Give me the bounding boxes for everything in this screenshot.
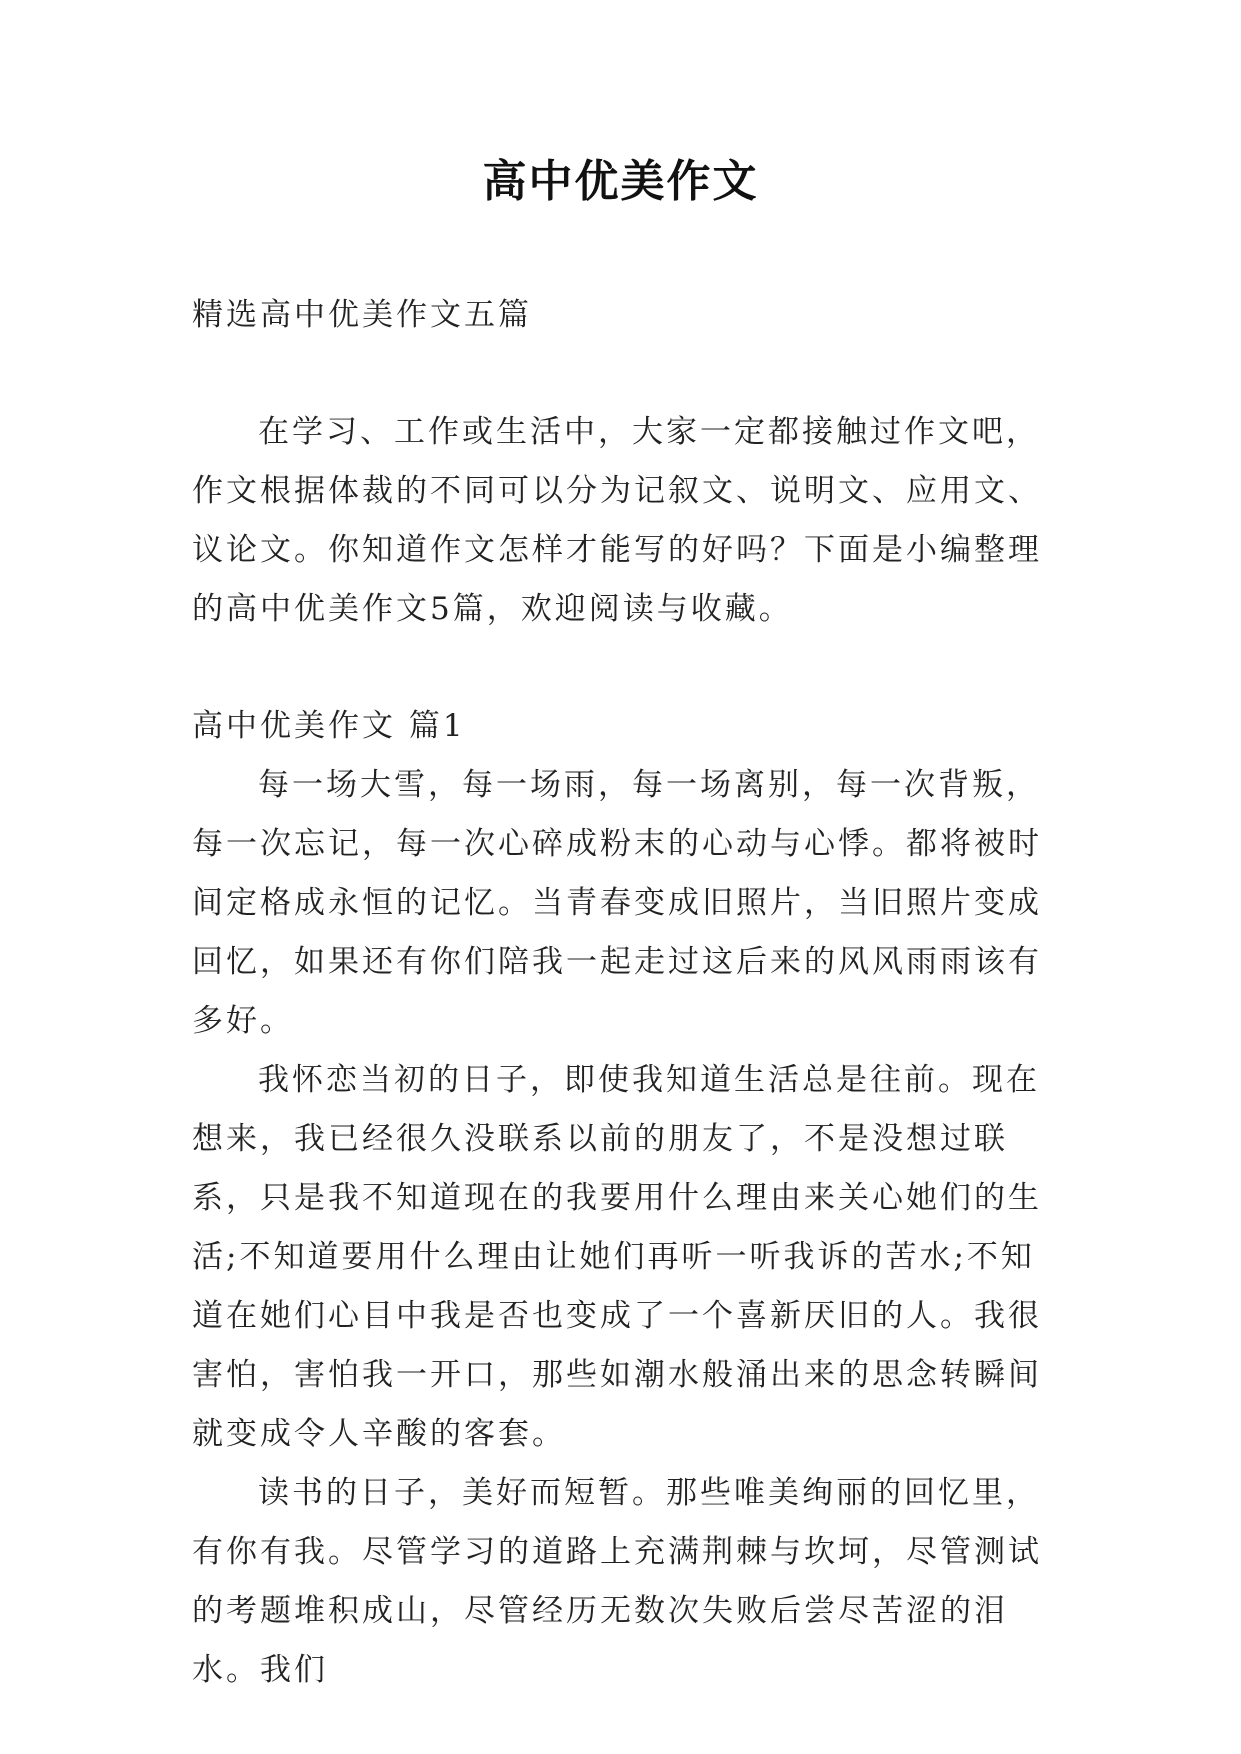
body-paragraph: 每一场大雪，每一场雨，每一场离别，每一次背叛，每一次忘记，每一次心碎成粉末的心动与心悸。都将被时间定格成永恒的记忆。当青春变成旧照片，当旧照片变成回忆，如果还有你们陪我一起走过这后来的风风雨雨该有多好。 — [192, 767, 1042, 1039]
body-paragraph: 我怀恋当初的日子，即使我知道生活总是往前。现在想来，我已经很久没联系以前的朋友了，不是没想过联系，只是我不知道现在的我要用什么理由来关心她们的生活;不知道要用什么理由让她们再听一听我诉的苦水;不知道在她们心目中我是否也变成了一个喜新厌旧的人。我很害怕，害怕我一开口，那些如潮水般涌出来的思念转瞬间就变成令人辛酸的客套。 — [192, 1062, 1042, 1452]
intro-paragraph: 在学习、工作或生活中，大家一定都接触过作文吧，作文根据体裁的不同可以分为记叙文、说明文、应用文、议论文。你知道作文怎样才能写的好吗？下面是小编整理的高中优美作文5篇，欢迎阅读与收藏。 — [192, 414, 1042, 627]
section-heading: 高中优美作文 篇1 — [192, 708, 466, 744]
document-subtitle: 精选高中优美作文五篇 — [192, 297, 532, 333]
section-body — [192, 756, 1058, 1700]
document-title: 高中优美作文 — [482, 156, 759, 207]
body-paragraph: 读书的日子，美好而短暂。那些唯美绚丽的回忆里，有你有我。尽管学习的道路上充满荆棘与坎坷，尽管测试的考题堆积成山，尽管经历无数次失败后尝尽苦涩的泪水。我们 — [192, 1475, 1042, 1688]
